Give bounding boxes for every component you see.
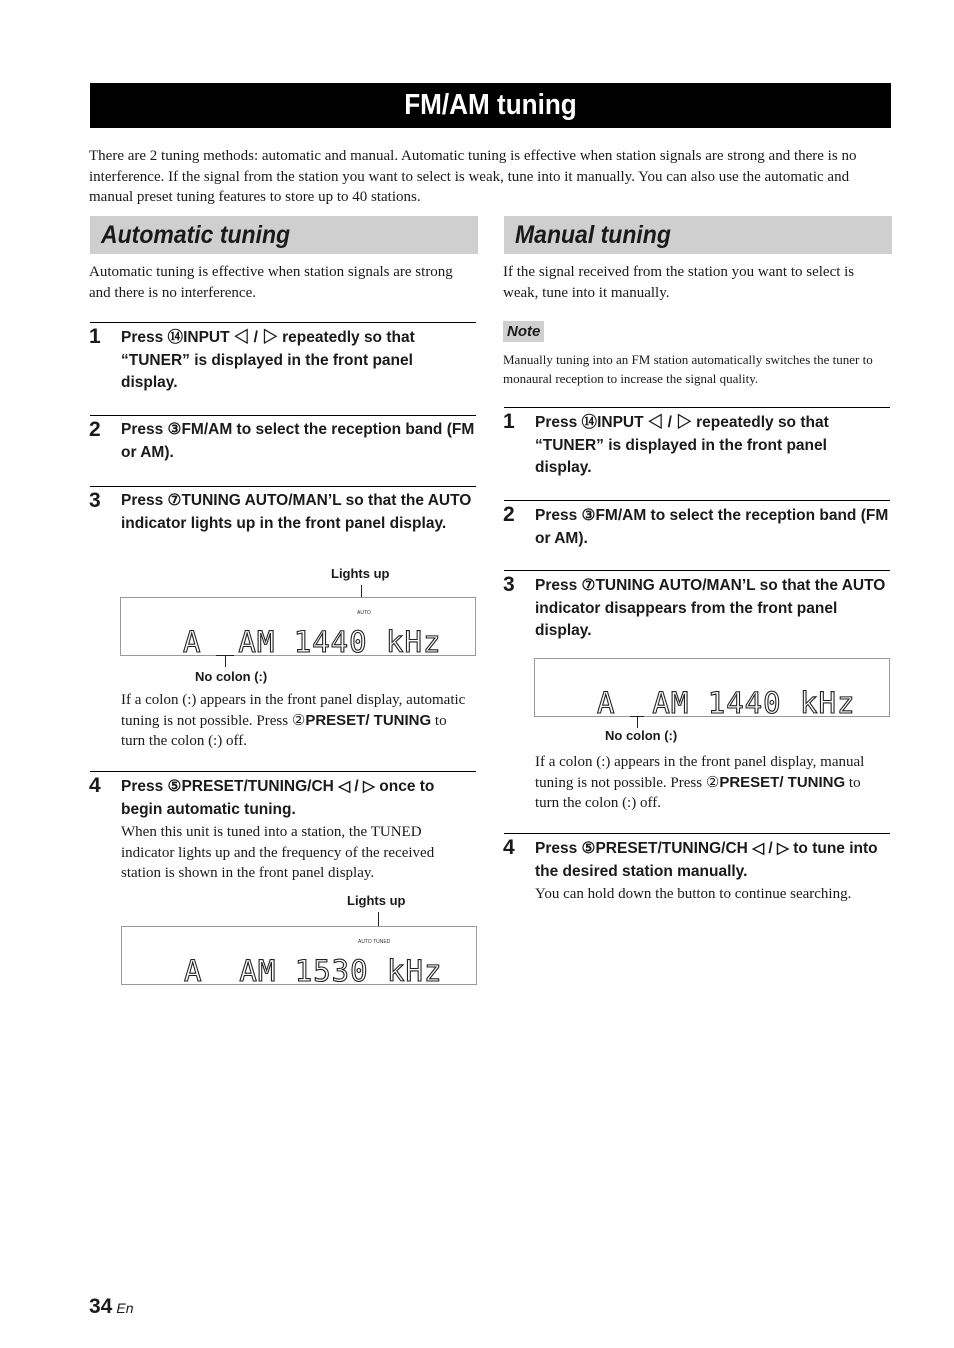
divider [90,415,476,416]
divider [90,486,476,487]
manual-tuning-intro: If the signal received from the station you want to select is weak, tune into it manually. [503,264,855,301]
step-number: 4 [89,774,101,797]
front-panel-display [121,926,477,988]
manual-step-4: Press ⑤PRESET/TUNING/CH ◁ / ▷ to tune into the desired station manually. [535,840,878,880]
auto-step-4: Press ⑤PRESET/TUNING/CH ◁ / ▷ once to begin automatic tuning. [121,778,435,818]
front-panel-display [120,597,476,659]
automatic-tuning-heading-text: Automatic tuning [101,221,291,249]
key-number-icon: ② [291,712,306,729]
key-name: FM/AM [595,507,647,524]
divider [90,771,476,772]
step-number: 1 [503,410,515,433]
manual-step-2: Press ③FM/AM to select the reception band (FM or AM). [535,507,889,547]
key-name: PRESET/TUNING/CH [181,778,334,795]
key-name: PRESET/ TUNING [305,711,432,729]
page-title-bar [90,83,891,128]
key-number-icon: ③ [167,421,182,438]
step-number: 2 [89,418,101,441]
note-text: Manually tuning into an FM station automatically switches the tuner to monaural reception to increase the signal quality. [503,352,873,386]
key-name: PRESET/ TUNING [719,773,846,791]
lights-up-label: Lights up [331,566,390,581]
page-number: 34 [89,1295,113,1318]
divider [90,322,476,323]
key-name: TUNING AUTO/MAN’L [181,492,342,509]
callout-line [637,716,638,728]
display-text: A AM 1440 kHz [597,686,856,720]
step-number: 1 [89,325,101,348]
callout-line [225,655,226,667]
auto-tuned-indicator: AUTO TUNED [358,939,391,945]
manual-step-1: Press ⑭INPUT ◁ / ▷ repeatedly so that “TUNER” is displayed in the front panel display. [535,414,829,476]
key-number-icon: ⑦ [581,577,596,594]
auto-step-2: Press ③FM/AM to select the reception band (FM or AM). [121,421,475,461]
page-language: En [116,1300,134,1316]
intro-paragraph: There are 2 tuning methods: automatic and manual. Automatic tuning is effective when station signals are strong and there is no interference. If the signal from the station you want to select is weak, tune into it manually. You can also use the automatic and manual preset tuning features to store up to 40 stations. [89,148,857,205]
key-number-icon: ⑦ [167,492,182,509]
auto-indicator: AUTO [357,610,371,616]
manual-tuning-heading [504,216,892,254]
key-name: PRESET/TUNING/CH [595,840,748,857]
auto-colon-note: If a colon (:) appears in the front panel display, automatic tuning is not possible. Press ②PRESET/ TUNING to turn the colon (:) off. [121,692,466,749]
divider [504,833,890,834]
automatic-tuning-intro: Automatic tuning is effective when station signals are strong and there is no interference. [89,264,453,301]
key-number-icon: ② [705,774,720,791]
page-title: FM/AM tuning [404,89,577,121]
manual-colon-note: If a colon (:) appears in the front panel display, manual tuning is not possible. Press ②PRESET/ TUNING to turn the colon (:) off. [535,754,865,811]
key-number-icon: ⑭ [167,329,184,346]
front-panel-display [534,658,890,720]
key-number-icon: ⑤ [581,840,596,857]
note-label: Note [503,321,544,342]
key-name: TUNING AUTO/MAN’L [595,577,756,594]
manual-tuning-heading-text: Manual tuning [515,221,671,249]
lights-up-label: Lights up [347,893,406,908]
step-number: 3 [503,573,515,596]
no-colon-label: No colon (:) [605,728,678,743]
key-name: INPUT [597,414,644,431]
auto-step-3: Press ⑦TUNING AUTO/MAN’L so that the AUTO indicator lights up in the front panel display. [121,492,472,532]
key-name: FM/AM [181,421,233,438]
page-footer [89,1295,133,1319]
display-text: A AM 1440 kHz [183,625,442,659]
step-number: 3 [89,489,101,512]
divider [504,570,890,571]
divider [504,407,890,408]
key-number-icon: ⑭ [581,414,598,431]
key-number-icon: ⑤ [167,778,182,795]
no-colon-label: No colon (:) [195,669,268,684]
key-number-icon: ③ [581,507,596,524]
key-name: INPUT [183,329,230,346]
manual-step-4-detail: You can hold down the button to continue searching. [535,886,852,902]
auto-step-4-detail: When this unit is tuned into a station, the TUNED indicator lights up and the frequency of the received station is shown in the front panel display. [121,824,435,881]
divider [504,500,890,501]
step-number: 2 [503,503,515,526]
manual-step-3: Press ⑦TUNING AUTO/MAN’L so that the AUTO indicator disappears from the front panel display. [535,577,886,639]
auto-step-1: Press ⑭INPUT ◁ / ▷ repeatedly so that “TUNER” is displayed in the front panel display. [121,329,415,391]
step-number: 4 [503,836,515,859]
automatic-tuning-heading [90,216,478,254]
display-text: A AM 1530 kHz [184,954,443,988]
